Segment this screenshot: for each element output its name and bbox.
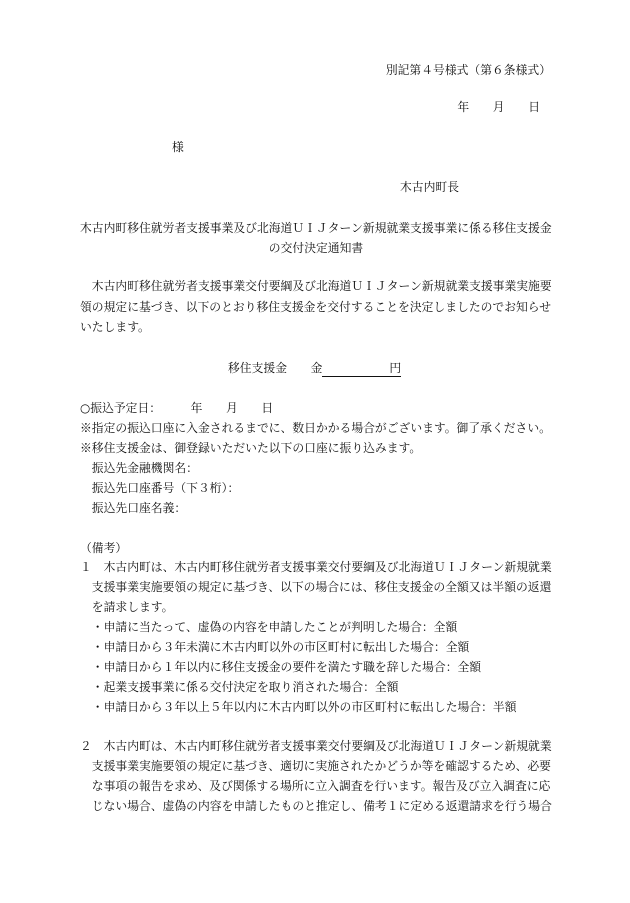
remark-text-line: 木古内町は、木古内町移住就労者支援事業交付要綱及び北海道ＵＩＪターン新規就業 [103,560,552,574]
remark-first-line [80,557,552,577]
amount-unit: 円 [389,361,402,375]
issuer-name: 木古内町長 [400,180,459,194]
amount-blank [322,371,389,372]
remark-text-line: 支援事業実施要領の規定に基づき、適切に実施されたかどうか等を確認するため、必要 [91,759,551,773]
remark-text-line: 支援事業実施要領の規定に基づき、以下の場合には、移住支援金の全額又は半額の返還 [91,580,552,594]
remark-text-line: 木古内町は、木古内町移住就労者支援事業交付要綱及び北海道ＵＩＪターン新規就業 [103,739,552,753]
remark-item-1 [80,557,552,717]
transfer-schedule: ○振込予定日： 年 月 日 [80,401,274,415]
remark-text-line: な事項の報告を求め、及び関係する場所に立入調査を行います。報告及び立入調査に応 [91,779,551,793]
refund-case-item: ・申請日から３年未満に木古内町以外の市区町村に転出した場合：全額 [91,640,470,654]
paragraph-line-3: いたします。 [80,320,150,334]
notice-paragraph [80,276,552,338]
amount-line [228,358,401,378]
transfer-note-1: ※指定の振込口座に入金されるまでに、数日かかる場合がございます。御了承ください。 [80,421,551,435]
paragraph-line-1: 木古内町移住就労者支援事業交付要綱及び北海道ＵＩＪターン新規就業支援事業実施要 [91,279,552,293]
amount-fill-field [322,361,401,377]
amount-prefix: 金 [310,361,323,375]
remark-item-2 [80,736,552,816]
title-line-2: の交付決定通知書 [268,241,364,255]
issue-date-line: 年 月 日 [457,100,540,114]
amount-label: 移住支援金 [228,361,287,375]
remarks-heading: （備考） [80,541,128,555]
remark-text-line: じない場合、虚偽の内容を申請したものと推定し、備考１に定める返還請求を行う場合 [91,799,552,813]
addressee-honorific: 様 [172,140,184,154]
form-number: 別記第４号様式（第６条様式） [385,63,551,77]
refund-case-item: ・申請日から１年以内に移住支援金の要件を満たす職を辞した場合：全額 [91,660,482,674]
document-title [80,218,552,258]
transfer-info [80,398,552,518]
remark-text-line: を請求します。 [91,600,174,614]
remark-number: ２ [80,739,92,753]
account-holder-field: 振込先口座名義： [91,501,187,515]
paragraph-line-2: 領の規定に基づき、以下のとおり移住支援金を交付することを決定しましたのでお知らせ [80,299,552,314]
title-line-1: 木古内町移住就労者支援事業及び北海道ＵＩＪターン新規就業支援事業に係る移住支援金 [80,221,552,235]
remark-first-line [80,736,552,756]
bank-name-field: 振込先金融機関名： [91,461,198,475]
transfer-note-2: ※移住支援金は、御登録いただいた以下の口座に振り込みます。 [80,441,422,455]
refund-case-item: ・申請に当たって、虚偽の内容を申請したことが判明した場合：全額 [91,620,458,634]
account-number-field: 振込先口座番号（下３桁）： [91,481,240,495]
refund-case-item: ・申請日から３年以上５年以内に木古内町以外の市区町村に転出した場合：半額 [91,700,517,714]
remark-number: １ [80,560,92,574]
refund-case-item: ・起業支援事業に係る交付決定を取り消された場合：全額 [91,680,399,694]
